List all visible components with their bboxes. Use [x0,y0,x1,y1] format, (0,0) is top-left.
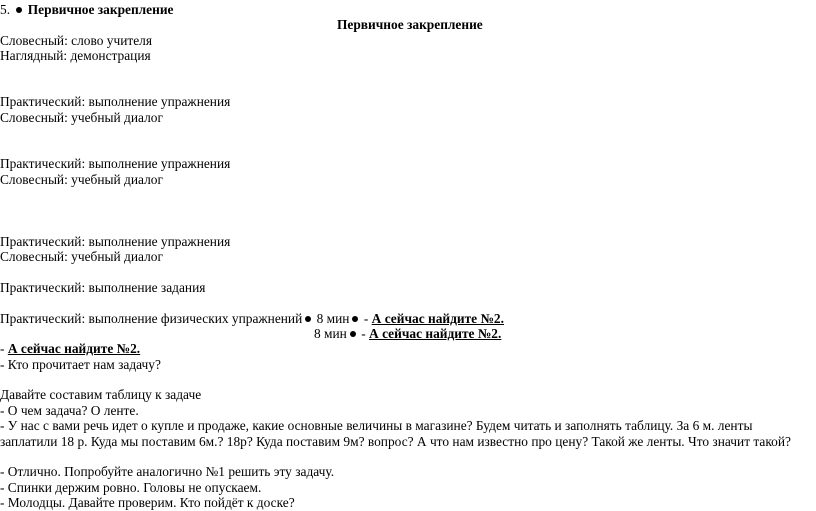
dialog-line: - Молодцы. Давайте проверим. Кто пойдёт к доске? [0,495,295,510]
time-label: 8 мин [314,326,347,341]
method-line: Практический: выполнение упражнения [0,234,231,249]
method-line: Наглядный: демонстрация [0,48,151,63]
method-line: Практический: выполнение задания [0,280,206,295]
find-line [0,341,140,357]
dialog-line: Давайте составим таблицу к задаче [0,387,202,402]
time-line [314,326,501,342]
method-line: Словесный: учебный диалог [0,172,163,187]
center-title: Первичное закрепление [337,17,483,32]
dash: - [363,311,369,326]
method-line: Практический: выполнение упражнения [0,156,231,171]
dialog-line: - Спинки держим ровно. Головы не опускаем. [0,480,262,495]
bullet-icon [350,331,356,337]
dialog-line: - О чем задача? О ленте. [0,403,139,418]
bullet-icon [16,7,22,13]
method-line: Словесный: учебный диалог [0,110,163,125]
time-label: 8 мин [316,311,350,326]
bullet-icon [305,316,311,322]
find-task-link: А сейчас найдите №2. [369,326,502,341]
dialog-line: заплатили 18 р. Куда мы поставим 6м.? 18р? Куда поставим 9м? вопрос? А что нам известно про цену? Такой же ленты. Что значит такой? [0,434,791,449]
bullet-icon [352,316,358,322]
dialog-line: - Отлично. Попробуйте аналогично №1 решить эту задачу. [0,464,335,479]
find-task-link: А сейчас найдите №2. [7,341,141,356]
dialog-line: - Кто прочитает нам задачу? [0,357,161,372]
exercise-line [0,311,504,327]
section-title: Первичное закрепление [27,2,174,17]
method-line: Практический: выполнение упражнения [0,94,231,109]
method-text: Практический: выполнение физических упражнений [0,311,303,326]
method-line: Словесный: учебный диалог [0,249,163,264]
dialog-line: - У нас с вами речь идет о купле и продаже, какие основные величины в магазине? Будем читать и заполнять таблицу. За 6 м. ленты [0,418,753,433]
find-task-link: А сейчас найдите №2. [371,311,504,326]
header-line [0,2,174,18]
method-line: Словесный: слово учителя [0,33,152,48]
dash: - [361,326,366,341]
dash: - [0,341,5,356]
section-number: 5. [0,2,11,17]
